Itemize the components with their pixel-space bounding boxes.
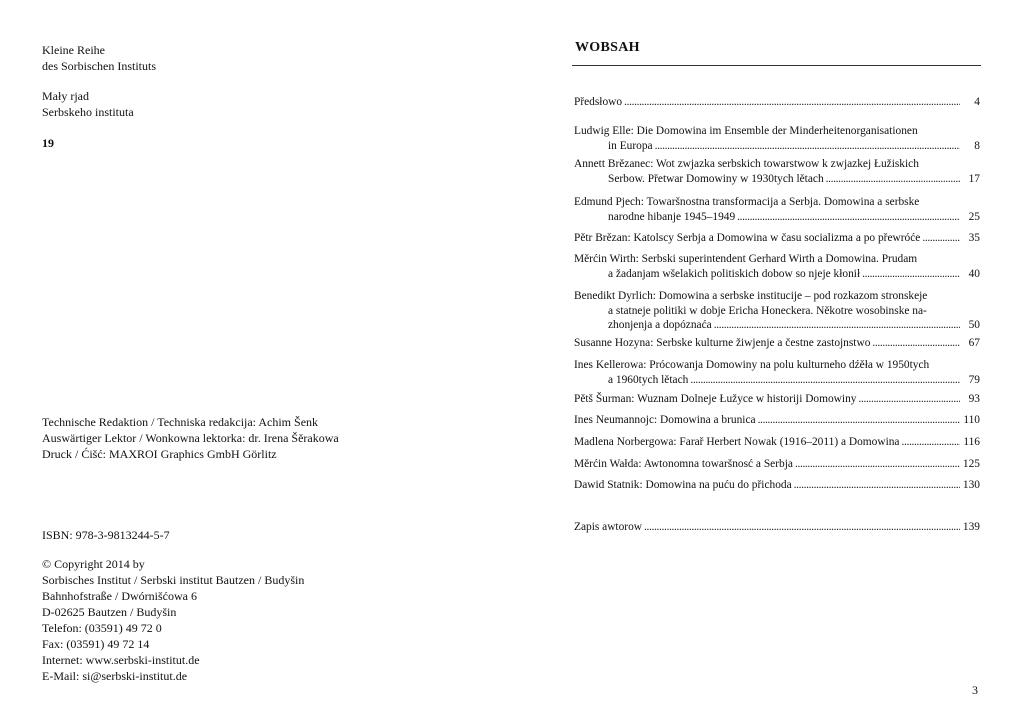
toc-entry[interactable] bbox=[574, 231, 980, 246]
dot-leader bbox=[862, 267, 960, 282]
copyright-line: © Copyright 2014 by bbox=[42, 557, 145, 571]
toc-entry-text: zhonjenja a dopóznaća bbox=[608, 319, 712, 332]
toc-entry[interactable] bbox=[574, 252, 980, 281]
toc-entry-text: Zapis awtorow bbox=[574, 521, 643, 533]
toc-entry[interactable] bbox=[574, 478, 980, 493]
toc-entry[interactable] bbox=[574, 289, 980, 333]
series-title-sorbian bbox=[42, 88, 134, 120]
series-title bbox=[42, 42, 156, 74]
toc-entry-text: Madlena Norbergowa: Farař Herbert Nowak (1916–2011) a Domowina bbox=[574, 436, 900, 448]
toc-page-number: 116 bbox=[963, 436, 980, 448]
toc-entry-line bbox=[574, 139, 980, 154]
toc-entry-text: Annett Brězanec: Wot zwjazka serbskich towarstwow k zwjazkej Łužiskich bbox=[574, 158, 919, 170]
toc-entry-line bbox=[574, 124, 980, 139]
dot-leader bbox=[655, 139, 960, 154]
toc-entry-line bbox=[574, 231, 980, 246]
toc-entry[interactable] bbox=[574, 195, 980, 224]
toc-entry-text: Měrćin Wałda: Awtonomna towaršnosć a Serbja bbox=[574, 458, 793, 470]
toc-entry-text: Ines Neumannojc: Domowina a brunica bbox=[574, 414, 756, 426]
toc-entry-line bbox=[574, 157, 980, 172]
toc-entry[interactable] bbox=[574, 435, 980, 450]
toc-entry-line bbox=[574, 413, 980, 428]
toc-page-number: 130 bbox=[962, 479, 980, 491]
volume-number: 19 bbox=[42, 136, 54, 150]
toc-page-number: 79 bbox=[968, 373, 980, 386]
dot-leader bbox=[901, 435, 960, 450]
toc-entry-line bbox=[574, 392, 980, 407]
credit-line: Auswärtiger Lektor / Wonkowna lektorka: dr. Irena Šěrakowa bbox=[42, 431, 339, 445]
toc-page-number: 40 bbox=[968, 267, 980, 280]
toc-entry[interactable] bbox=[574, 392, 980, 407]
toc-entry-text: Ines Kellerowa: Prócowanja Domowiny na polu kulturneho dźěła w 1950tych bbox=[574, 359, 930, 371]
dot-leader bbox=[758, 413, 960, 428]
toc-entry-line bbox=[574, 478, 980, 493]
page-number: 3 bbox=[972, 683, 978, 697]
toc-entry-line bbox=[574, 520, 980, 535]
credit-line: Technische Redaktion / Techniska redakcija: Achim Šenk bbox=[42, 415, 319, 429]
toc-title: WOBSAH bbox=[575, 40, 640, 55]
toc-entry-line bbox=[574, 358, 980, 373]
toc-entry-text: Předsłowo bbox=[574, 96, 623, 108]
toc-page-number: 67 bbox=[968, 337, 980, 349]
toc-page-number: 4 bbox=[974, 96, 980, 108]
toc-entry-text: narodne hibanje 1945–1949 bbox=[608, 210, 736, 223]
copyright-block bbox=[42, 556, 304, 684]
toc-entry-text: a statneje politiki w dobje Ericha Honeckera. Někotre wosobinske na- bbox=[608, 304, 927, 317]
toc-entry-text: Serbow. Přetwar Domowiny w 1930tych lětach bbox=[608, 172, 824, 185]
toc-page-number: 25 bbox=[968, 210, 980, 223]
toc-entry[interactable] bbox=[574, 336, 980, 351]
dot-leader bbox=[714, 318, 960, 333]
dot-leader bbox=[795, 457, 960, 472]
toc-entry-text: Benedikt Dyrlich: Domowina a serbske institucije – pod rozkazom stronskeje bbox=[574, 290, 928, 302]
dot-leader bbox=[737, 210, 960, 225]
toc-page-number: 125 bbox=[962, 458, 980, 470]
toc-entry-line bbox=[574, 267, 980, 282]
toc-entry-text: a 1960tych lětach bbox=[608, 373, 689, 386]
copyright-line: Telefon: (03591) 49 72 0 bbox=[42, 621, 162, 635]
toc-page-number: 139 bbox=[962, 521, 980, 533]
toc-entry-text: in Europa bbox=[608, 139, 653, 152]
copyright-line: Sorbisches Institut / Serbski institut Bautzen / Budyšin bbox=[42, 573, 305, 587]
toc-page-number: 8 bbox=[974, 139, 980, 152]
toc-entry-text: Dawid Statnik: Domowina na puću do přichoda bbox=[574, 479, 792, 491]
copyright-line: D-02625 Bautzen / Budyšin bbox=[42, 605, 177, 619]
toc-rule bbox=[572, 65, 981, 66]
dot-leader bbox=[794, 478, 960, 493]
copyright-line: Bahnhofstraße / Dwórnišćowa 6 bbox=[42, 589, 197, 603]
series-line: Serbskeho instituta bbox=[42, 105, 134, 119]
toc-entry[interactable] bbox=[574, 124, 980, 153]
copyright-line: Internet: www.serbski-institut.de bbox=[42, 653, 200, 667]
toc-page-number: 17 bbox=[968, 172, 980, 185]
dot-leader bbox=[644, 520, 960, 535]
toc-page-number: 93 bbox=[968, 393, 980, 405]
isbn: ISBN: 978-3-9813244-5-7 bbox=[42, 528, 170, 542]
dot-leader bbox=[624, 95, 960, 110]
toc-entry-text: Pětr Brězan: Katolscy Serbja a Domowina w času socializma a po přewróće bbox=[574, 232, 921, 244]
toc-entry-text: Susanne Hozyna: Serbske kulturne žiwjenje a čestne zastojnstwo bbox=[574, 337, 871, 349]
toc-entry-line bbox=[574, 210, 980, 225]
toc-entry[interactable] bbox=[574, 95, 980, 110]
dot-leader bbox=[872, 336, 960, 351]
dot-leader bbox=[858, 392, 960, 407]
toc-entry[interactable] bbox=[574, 520, 980, 535]
toc-entry[interactable] bbox=[574, 358, 980, 387]
copyright-line: Fax: (03591) 49 72 14 bbox=[42, 637, 150, 651]
dot-leader bbox=[922, 231, 960, 246]
series-line: Mały rjad bbox=[42, 89, 89, 103]
toc-entry-text: Pětš Šurman: Wuznam Dolneje Łužyce w historiji Domowiny bbox=[574, 393, 857, 405]
toc-entry[interactable] bbox=[574, 413, 980, 428]
dot-leader bbox=[826, 172, 960, 187]
toc-entry-line bbox=[574, 95, 980, 110]
toc-entry-line bbox=[574, 435, 980, 450]
toc-entry-line bbox=[574, 457, 980, 472]
dot-leader bbox=[690, 373, 960, 388]
series-line: Kleine Reihe bbox=[42, 43, 105, 57]
series-line: des Sorbischen Instituts bbox=[42, 59, 156, 73]
toc-entry-text: Měrćin Wirth: Serbski superintendent Gerhard Wirth a Domowina. Prudam bbox=[574, 253, 918, 265]
toc-entry-line bbox=[574, 318, 980, 333]
toc-entry-line bbox=[574, 304, 980, 319]
copyright-line: E-Mail: si@serbski-institut.de bbox=[42, 669, 188, 683]
toc-page-number: 50 bbox=[968, 319, 980, 332]
toc-entry-line bbox=[574, 172, 980, 187]
toc-page-number: 35 bbox=[968, 232, 980, 244]
credits-block bbox=[42, 414, 339, 462]
toc-entry-text: Ludwig Elle: Die Domowina im Ensemble der Minderheitenorganisationen bbox=[574, 125, 918, 137]
toc-entry[interactable] bbox=[574, 457, 980, 472]
toc-entry-line bbox=[574, 195, 980, 210]
toc-entry[interactable] bbox=[574, 157, 980, 186]
toc-entry-text: a žadanjam wšelakich politiskich dobow so njeje kłonił bbox=[608, 267, 861, 280]
toc-entry-line bbox=[574, 252, 980, 267]
toc-entry-line bbox=[574, 336, 980, 351]
credit-line: Druck / Ćišć: MAXROI Graphics GmbH Görlitz bbox=[42, 447, 277, 461]
toc-entry-line bbox=[574, 373, 980, 388]
toc-page-number: 110 bbox=[963, 414, 980, 426]
toc-entry-line bbox=[574, 289, 980, 304]
toc-entry-text: Edmund Pjech: Towaršnostna transformacija a Serbja. Domowina a serbske bbox=[574, 196, 920, 208]
